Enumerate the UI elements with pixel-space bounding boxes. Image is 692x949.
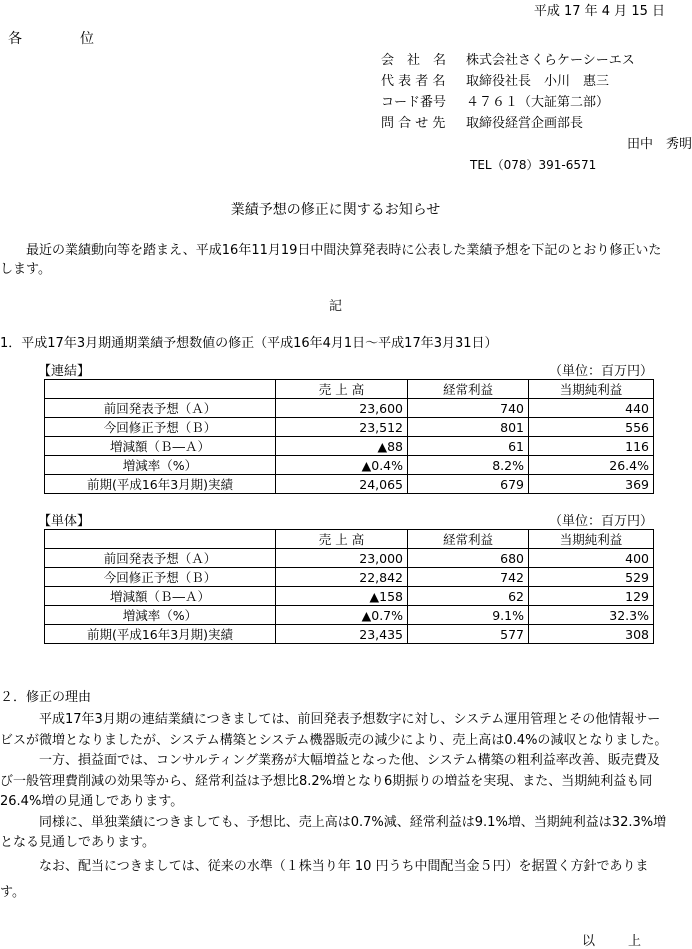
ordinary-profit-cell: 62: [408, 587, 529, 606]
nonconsolidated-unit: （単位：百万円）: [548, 514, 653, 529]
info-value: 田中 秀明: [562, 137, 692, 152]
closing-mark: 以 上: [581, 934, 651, 949]
sales-cell: ▲0.4%: [276, 456, 408, 475]
sales-cell: 23,000: [276, 549, 408, 568]
net-income-cell: 529: [529, 568, 654, 587]
sales-cell: ▲158: [276, 587, 408, 606]
table-header-cell: [45, 530, 276, 549]
table-row: [45, 475, 654, 494]
info-label: [381, 134, 466, 155]
ordinary-profit-cell: 742: [408, 568, 529, 587]
ordinary-profit-cell: 577: [408, 625, 529, 644]
sales-cell: ▲0.7%: [276, 606, 408, 625]
table-header-row: [45, 380, 654, 399]
info-label: 会 社 名: [381, 53, 447, 68]
net-income-cell: 32.3%: [529, 606, 654, 625]
table-row: [45, 418, 654, 437]
row-label: 増減額（Ｂ―Ａ）: [45, 587, 276, 606]
ordinary-profit-cell: 740: [408, 399, 529, 418]
net-income-cell: 116: [529, 437, 654, 456]
recipient: 各 位: [8, 31, 104, 47]
info-label: コード番号: [381, 95, 447, 110]
net-income-cell: 369: [529, 475, 654, 494]
net-income-cell: 129: [529, 587, 654, 606]
intro-paragraph: [0, 241, 668, 279]
row-label: 今回修正予想（Ｂ）: [45, 418, 276, 437]
consolidated-table: [44, 379, 654, 494]
intro-text: 最近の業績動向等を踏まえ、平成16年11月19日中間決算発表時に公表した業績予想を下記のとおり修正いたします。: [0, 243, 662, 277]
section2-heading: ２．修正の理由: [0, 690, 92, 705]
row-label: 増減額（Ｂ―Ａ）: [45, 437, 276, 456]
table-header-cell: [45, 380, 276, 399]
sales-cell: ▲88: [276, 437, 408, 456]
row-label: 前期(平成16年3月期)実績: [45, 475, 276, 494]
ordinary-profit-cell: 8.2%: [408, 456, 529, 475]
net-income-cell: 308: [529, 625, 654, 644]
row-label: 前期(平成16年3月期)実績: [45, 625, 276, 644]
table-row: [45, 549, 654, 568]
table-header-row: [45, 530, 654, 549]
consolidated-unit: （単位：百万円）: [548, 364, 653, 379]
row-label: 前回発表予想（Ａ）: [45, 549, 276, 568]
row-label: 前回発表予想（Ａ）: [45, 399, 276, 418]
table-row: [45, 625, 654, 644]
company-info-row: [381, 113, 692, 134]
info-value: ４７６１（大証第二部）: [466, 95, 610, 110]
document-date: 平成 17 年 4 月 15 日: [533, 4, 665, 19]
net-income-cell: 440: [529, 399, 654, 418]
ordinary-profit-cell: 61: [408, 437, 529, 456]
row-label: 増減率（%）: [45, 606, 276, 625]
table-header-cell: 経常利益: [408, 530, 529, 549]
table-header-cell: 経常利益: [408, 380, 529, 399]
net-income-cell: 556: [529, 418, 654, 437]
table-row: [45, 456, 654, 475]
row-label: 増減率（%）: [45, 456, 276, 475]
company-info-row: [381, 92, 692, 113]
company-info-row: [381, 71, 692, 92]
info-label: 代 表 者 名: [381, 74, 446, 89]
info-value: 取締役経営企画部長: [466, 116, 584, 131]
table-row: [45, 399, 654, 418]
table-row: [45, 587, 654, 606]
table-row: [45, 568, 654, 587]
reason-paragraph: 平成17年3月期の連結業績につきましては、前回発表予想数字に対し、システム運用管理とその他情報サービスが微増となりましたが、システム構築とシステム機器販売の減少により、売上高は0.4%の減収となりました。: [0, 712, 668, 748]
table-header-cell: 売 上 高: [276, 530, 408, 549]
company-info: [381, 50, 692, 155]
tel-number: TEL（078）391-6571: [470, 158, 597, 172]
sales-cell: 23,512: [276, 418, 408, 437]
nonconsolidated-label: 【単体】: [38, 514, 91, 529]
reason-text: [0, 710, 671, 906]
net-income-cell: 400: [529, 549, 654, 568]
info-label: 問 合 せ 先: [381, 116, 446, 131]
sales-cell: 24,065: [276, 475, 408, 494]
company-info-row: [381, 134, 692, 155]
ordinary-profit-cell: 801: [408, 418, 529, 437]
table-row: [45, 606, 654, 625]
section1-heading: 1．平成17年3月期通期業績予想数値の修正（平成16年4月1日～平成17年3月31日）: [0, 336, 498, 351]
table-header-cell: 当期純利益: [529, 380, 654, 399]
nonconsolidated-table: [44, 529, 654, 644]
table-header-cell: 当期純利益: [529, 530, 654, 549]
ki-mark: 記: [328, 299, 342, 314]
table-header-cell: 売 上 高: [276, 380, 408, 399]
sales-cell: 23,600: [276, 399, 408, 418]
consolidated-label: 【連結】: [38, 364, 91, 379]
sales-cell: 22,842: [276, 568, 408, 587]
info-value: 株式会社さくらケーシーエス: [466, 53, 635, 68]
ordinary-profit-cell: 679: [408, 475, 529, 494]
document-title: 業績予想の修正に関するお知らせ: [230, 202, 441, 218]
ordinary-profit-cell: 680: [408, 549, 529, 568]
row-label: 今回修正予想（Ｂ）: [45, 568, 276, 587]
info-value: 取締役社長 小川 惠三: [466, 74, 610, 89]
reason-paragraph: 同様に、単独業績につきましても、予想比、売上高は0.7%減、経常利益は9.1%増、当期純利益は32.3%増となる見通しであります。: [0, 814, 667, 850]
reason-paragraph: なお、配当につきましては、従来の水準（１株当り年 10 円うち中間配当金５円）を据置く方針であります。: [0, 858, 649, 900]
company-info-row: [381, 50, 692, 71]
reason-paragraph: 一方、損益面では、コンサルティング業務が大幅増益となった他、システム構築の粗利益率改善、販売費及び一般管理費削減の効果等から、経常利益は予想比8.2%増となり6期振りの増益を実現、また、当期純利益も同26.4%増の見通しであります。: [0, 753, 660, 809]
table-row: [45, 437, 654, 456]
ordinary-profit-cell: 9.1%: [408, 606, 529, 625]
sales-cell: 23,435: [276, 625, 408, 644]
net-income-cell: 26.4%: [529, 456, 654, 475]
